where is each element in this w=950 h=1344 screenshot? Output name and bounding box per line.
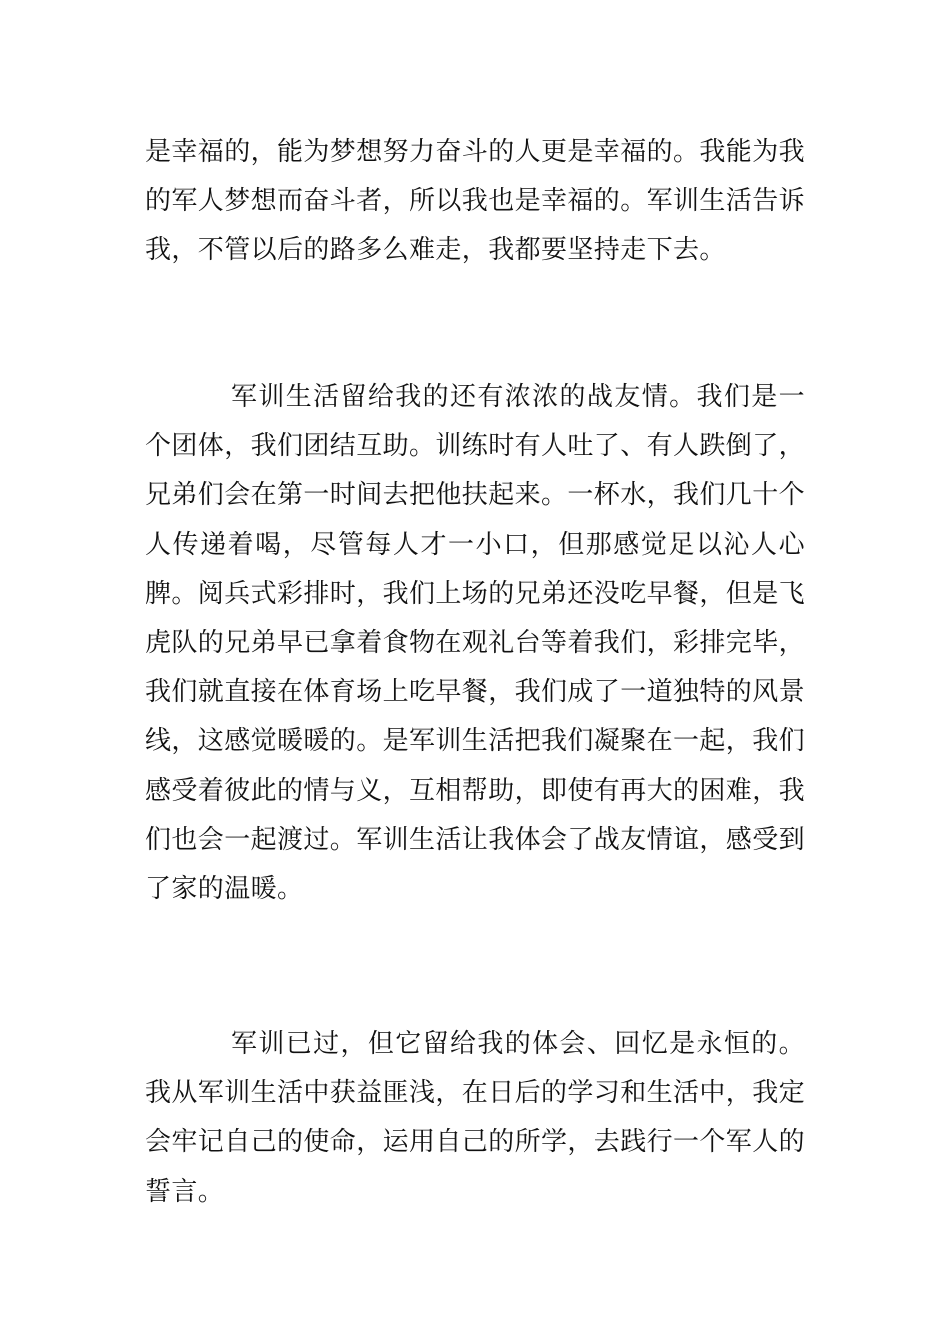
paragraph-1: 是幸福的，能为梦想努力奋斗的人更是幸福的。我能为我的军人梦想而奋斗者，所以我也是幸福的。军训生活告诉我，不管以后的路多么难走，我都要坚持走下去。	[145, 137, 806, 266]
paragraph-2: 军训生活留给我的还有浓浓的战友情。我们是一个团体，我们团结互助。训练时有人吐了、有人跌倒了，兄弟们会在第一时间去把他扶起来。一杯水，我们几十个人传递着喝，尽管每人才一小口，但那感觉足以沁人心脾。阅兵式彩排时，我们上场的兄弟还没吃早餐，但是飞虎队的兄弟早已拿着食物在观礼台等着我们，彩排完毕，我们就直接在体育场上吃早餐，我们成了一道独特的风景线，这感觉暖暖的。是军训生活把我们凝聚在一起，我们感受着彼此的情与义，互相帮助，即使有再大的困难，我们也会一起渡过。军训生活让我体会了战友情谊，感受到了家的温暖。	[145, 382, 806, 905]
paragraph-3: 军训已过，但它留给我的体会、回忆是永恒的。我从军训生活中获益匪浅，在日后的学习和生活中，我定会牢记自己的使命，运用自己的所学，去践行一个军人的誓言。	[145, 1029, 806, 1207]
